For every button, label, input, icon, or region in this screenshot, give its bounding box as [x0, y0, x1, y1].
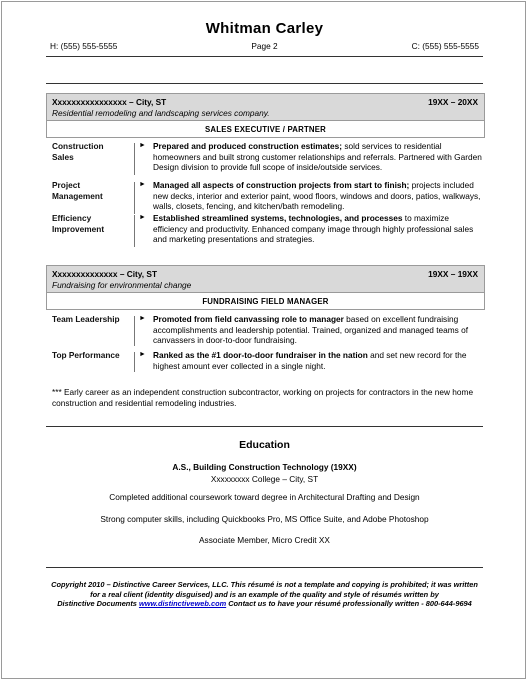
degree: A.S., Building Construction Technology (19XX): [172, 462, 357, 472]
education-line: Strong computer skills, including Quickbooks Pro, MS Office Suite, and Adobe Photoshop: [100, 514, 429, 524]
school: Xxxxxxxxx College – City, ST: [210, 474, 319, 484]
achievement-text: Promoted from field canvassing role to manager based on excellent fundraising accomplishments and leadership potential. Trained, organized and managed teams of canvassers in door-to-door fundraising.: [153, 314, 469, 346]
job-header-1: [46, 93, 485, 138]
achievement-divider: [134, 182, 135, 214]
arrow-bullet-icon: ►: [139, 142, 146, 149]
arrow-bullet-icon: ►: [139, 315, 146, 322]
copyright-line: for a real client (identity disguised) and is an example of the quality and style of résumés written by: [90, 589, 439, 599]
candidate-name: Whitman Carley: [205, 20, 324, 37]
job-header-2: [46, 265, 485, 310]
job-title: SALES EXECUTIVE / PARTNER: [47, 120, 484, 137]
achievement-label: Top Performance: [52, 350, 120, 360]
education-divider: [46, 426, 483, 427]
achievement-divider: [134, 352, 135, 372]
job-title: FUNDRAISING FIELD MANAGER: [47, 292, 484, 309]
arrow-bullet-icon: ►: [139, 181, 146, 188]
achievement-label: Construction Sales: [52, 141, 104, 162]
footer-divider: [46, 567, 483, 568]
achievement-divider: [134, 143, 135, 175]
home-phone: H: (555) 555-5555: [50, 41, 118, 51]
job-description: Residential remodeling and landscaping services company.: [52, 108, 270, 118]
header-divider: [46, 56, 483, 57]
achievement-text: Managed all aspects of construction projects from start to finish; projects included new decks, interior and exterior paint, wood floors, windows and doors, patios, walkways, walls, closets, fencing, and kitchen/bath remodeling.: [153, 180, 481, 212]
arrow-bullet-icon: ►: [139, 351, 146, 358]
early-career-note: *** Early career as an independent construction subcontractor, working on projects for contractors in the new home construction and residential remodeling industries.: [52, 387, 474, 408]
achievement-divider: [134, 316, 135, 346]
job-employer: Xxxxxxxxxxxxxxxx – City, ST: [52, 97, 167, 107]
copyright-line: Distinctive Documents www.distinctiveweb.com Contact us to have your résumé professionally written - 800-644-9694: [57, 599, 472, 609]
cell-phone: C: (555) 555-5555: [411, 41, 479, 51]
education-line: Associate Member, Micro Credit XX: [199, 535, 330, 545]
education-heading: Education: [239, 439, 290, 451]
job-description: Fundraising for environmental change: [52, 280, 192, 290]
arrow-bullet-icon: ►: [139, 214, 146, 221]
copyright-line: Copyright 2010 – Distinctive Career Services, LLC. This résumé is not a template and copying is prohibited; it was written: [51, 580, 478, 589]
achievement-label: Project Management: [52, 180, 103, 201]
education-line: Completed additional coursework toward degree in Architectural Drafting and Design: [109, 492, 420, 502]
copyright-notice: [44, 580, 485, 609]
job-dates: 19XX – 20XX: [428, 97, 478, 107]
achievement-label: Efficiency Improvement: [52, 213, 105, 234]
achievement-label: Team Leadership: [52, 314, 120, 324]
achievement-text: Established streamlined systems, technologies, and processes to maximize efficiency and productivity. Enhanced company image through highly professional sales and marketing presentations and strategies.: [153, 213, 474, 245]
website-link[interactable]: www.distinctiveweb.com: [138, 599, 227, 609]
achievement-text: Ranked as the #1 door-to-door fundraiser in the nation and set new record for the highest amount ever collected in a single night.: [153, 350, 467, 371]
achievement-text: Prepared and produced construction estimates; sold services to residential homeowners and built strong customer relationships and referrals. Partnered with Garden Design division to provide full scope of inside/outside services.: [153, 141, 482, 173]
job-employer: Xxxxxxxxxxxxxx – City, ST: [52, 269, 158, 279]
page-number: Page 2: [251, 41, 278, 51]
achievement-divider: [134, 215, 135, 247]
section-divider-top: [46, 83, 483, 84]
job-dates: 19XX – 19XX: [428, 269, 478, 279]
